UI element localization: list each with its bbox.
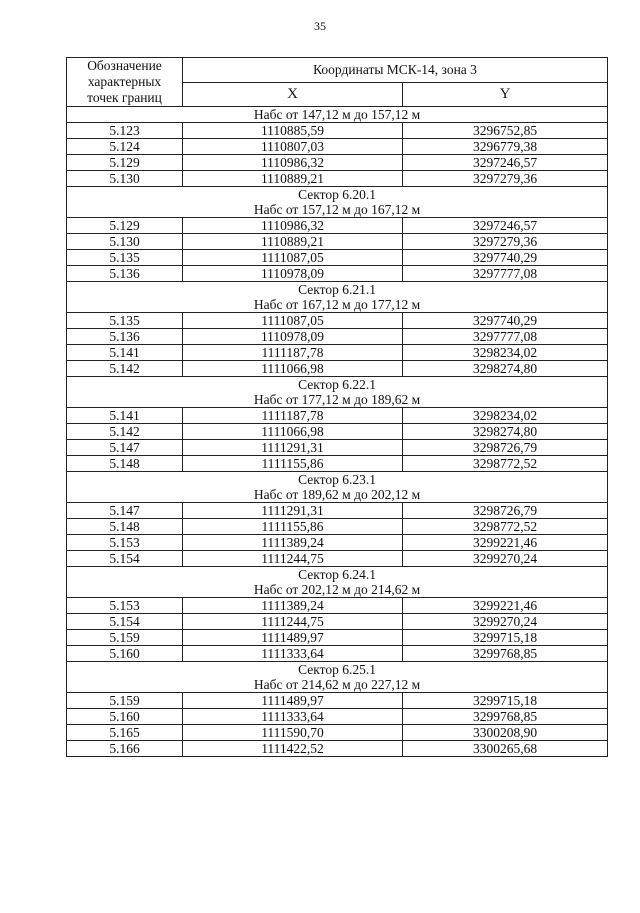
x-coordinate-cell: 1111291,31 bbox=[183, 440, 403, 456]
x-coordinate-cell: 1111066,98 bbox=[183, 361, 403, 377]
x-coordinate-cell: 1111187,78 bbox=[183, 408, 403, 424]
x-coordinate-cell: 1111590,70 bbox=[183, 725, 403, 741]
y-coordinate-cell: 3297279,36 bbox=[403, 171, 608, 187]
table-row bbox=[67, 535, 608, 551]
y-coordinate-cell: 3298234,02 bbox=[403, 345, 608, 361]
x-coordinate-cell: 1111066,98 bbox=[183, 424, 403, 440]
section-header-row bbox=[67, 107, 608, 123]
table-row bbox=[67, 741, 608, 757]
point-id-cell: 5.129 bbox=[67, 155, 183, 171]
coordinates-system-header: Координаты МСК-14, зона 3 bbox=[183, 58, 608, 83]
table-row bbox=[67, 345, 608, 361]
y-coordinate-cell: 3298274,80 bbox=[403, 424, 608, 440]
sector-title: Сектор 6.22.1 bbox=[298, 377, 376, 392]
y-coordinate-cell: 3299715,18 bbox=[403, 693, 608, 709]
table-row bbox=[67, 123, 608, 139]
point-id-cell: 5.130 bbox=[67, 234, 183, 250]
y-coordinate-cell: 3299768,85 bbox=[403, 709, 608, 725]
table-row bbox=[67, 646, 608, 662]
point-id-cell: 5.159 bbox=[67, 693, 183, 709]
y-coordinate-cell: 3299270,24 bbox=[403, 614, 608, 630]
x-coordinate-cell: 1111087,05 bbox=[183, 313, 403, 329]
x-coordinate-cell: 1111244,75 bbox=[183, 614, 403, 630]
section-header-row bbox=[67, 282, 608, 313]
table-body bbox=[67, 107, 608, 757]
y-coordinate-cell: 3299221,46 bbox=[403, 598, 608, 614]
table-row bbox=[67, 266, 608, 282]
x-coordinate-cell: 1111389,24 bbox=[183, 535, 403, 551]
section-header bbox=[67, 107, 608, 123]
point-id-cell: 5.159 bbox=[67, 630, 183, 646]
x-coordinate-cell: 1111489,97 bbox=[183, 693, 403, 709]
x-coordinate-cell: 1111422,52 bbox=[183, 741, 403, 757]
designation-header-line: характерных bbox=[87, 74, 162, 89]
table-row bbox=[67, 139, 608, 155]
x-coordinate-cell: 1111155,86 bbox=[183, 456, 403, 472]
table-row bbox=[67, 456, 608, 472]
y-coordinate-cell: 3297279,36 bbox=[403, 234, 608, 250]
point-id-cell: 5.148 bbox=[67, 456, 183, 472]
section-header bbox=[67, 282, 608, 313]
section-header-row bbox=[67, 187, 608, 218]
point-id-cell: 5.136 bbox=[67, 266, 183, 282]
height-range: Набс от 202,12 м до 214,62 м bbox=[253, 582, 421, 597]
point-id-cell: 5.136 bbox=[67, 329, 183, 345]
x-coordinate-cell: 1111489,97 bbox=[183, 630, 403, 646]
table-row bbox=[67, 551, 608, 567]
height-range: Набс от 177,12 м до 189,62 м bbox=[253, 392, 421, 407]
height-range: Набс от 214,62 м до 227,12 м bbox=[253, 677, 421, 692]
y-coordinate-cell: 3300265,68 bbox=[403, 741, 608, 757]
sector-title: Сектор 6.23.1 bbox=[298, 472, 376, 487]
point-id-cell: 5.130 bbox=[67, 171, 183, 187]
point-id-cell: 5.153 bbox=[67, 598, 183, 614]
point-id-cell: 5.141 bbox=[67, 408, 183, 424]
point-id-cell: 5.165 bbox=[67, 725, 183, 741]
table-row bbox=[67, 503, 608, 519]
table-row bbox=[67, 313, 608, 329]
y-coordinate-cell: 3296779,38 bbox=[403, 139, 608, 155]
designation-header bbox=[67, 58, 183, 107]
point-id-cell: 5.135 bbox=[67, 250, 183, 266]
y-coordinate-cell: 3297246,57 bbox=[403, 155, 608, 171]
section-header-row bbox=[67, 377, 608, 408]
y-coordinate-cell: 3297740,29 bbox=[403, 313, 608, 329]
point-id-cell: 5.141 bbox=[67, 345, 183, 361]
x-coordinate-cell: 1111244,75 bbox=[183, 551, 403, 567]
y-coordinate-cell: 3298772,52 bbox=[403, 519, 608, 535]
x-coordinate-cell: 1111389,24 bbox=[183, 598, 403, 614]
section-header-row bbox=[67, 662, 608, 693]
table-row bbox=[67, 234, 608, 250]
point-id-cell: 5.142 bbox=[67, 361, 183, 377]
table-row bbox=[67, 155, 608, 171]
table-row bbox=[67, 440, 608, 456]
height-range: Набс от 147,12 м до 157,12 м bbox=[253, 107, 421, 122]
table-row bbox=[67, 598, 608, 614]
table-row bbox=[67, 361, 608, 377]
table-row bbox=[67, 171, 608, 187]
point-id-cell: 5.129 bbox=[67, 218, 183, 234]
header-row bbox=[67, 58, 608, 83]
sector-title: Сектор 6.20.1 bbox=[298, 187, 376, 202]
x-coordinate-cell: 1111187,78 bbox=[183, 345, 403, 361]
section-header-row bbox=[67, 472, 608, 503]
point-id-cell: 5.123 bbox=[67, 123, 183, 139]
x-coordinate-cell: 1110978,09 bbox=[183, 266, 403, 282]
x-coordinate-cell: 1110986,32 bbox=[183, 155, 403, 171]
table-row bbox=[67, 693, 608, 709]
y-coordinate-cell: 3297777,08 bbox=[403, 266, 608, 282]
table-row bbox=[67, 709, 608, 725]
y-coordinate-cell: 3299270,24 bbox=[403, 551, 608, 567]
table-row bbox=[67, 329, 608, 345]
section-header bbox=[67, 472, 608, 503]
sector-title: Сектор 6.21.1 bbox=[298, 282, 376, 297]
page-number: 35 bbox=[314, 19, 326, 33]
x-coordinate-cell: 1111333,64 bbox=[183, 646, 403, 662]
y-coordinate-cell: 3298772,52 bbox=[403, 456, 608, 472]
designation-header-line: точек границ bbox=[87, 90, 162, 105]
y-coordinate-cell: 3299715,18 bbox=[403, 630, 608, 646]
point-id-cell: 5.154 bbox=[67, 614, 183, 630]
height-range: Набс от 189,62 м до 202,12 м bbox=[253, 487, 421, 502]
height-range: Набс от 157,12 м до 167,12 м bbox=[253, 202, 421, 217]
x-coordinate-cell: 1111087,05 bbox=[183, 250, 403, 266]
table-row bbox=[67, 725, 608, 741]
section-header bbox=[67, 567, 608, 598]
x-coordinate-cell: 1110885,59 bbox=[183, 123, 403, 139]
point-id-cell: 5.154 bbox=[67, 551, 183, 567]
x-coordinate-cell: 1110986,32 bbox=[183, 218, 403, 234]
y-coordinate-cell: 3297246,57 bbox=[403, 218, 608, 234]
x-coordinate-cell: 1110889,21 bbox=[183, 171, 403, 187]
y-coordinate-cell: 3298234,02 bbox=[403, 408, 608, 424]
x-column-header: X bbox=[183, 82, 403, 107]
point-id-cell: 5.166 bbox=[67, 741, 183, 757]
y-coordinate-cell: 3297777,08 bbox=[403, 329, 608, 345]
point-id-cell: 5.147 bbox=[67, 503, 183, 519]
sector-title: Сектор 6.24.1 bbox=[298, 567, 376, 582]
table-row bbox=[67, 614, 608, 630]
point-id-cell: 5.135 bbox=[67, 313, 183, 329]
designation-header-line: Обозначение bbox=[87, 58, 162, 73]
height-range: Набс от 167,12 м до 177,12 м bbox=[253, 297, 421, 312]
x-coordinate-cell: 1111155,86 bbox=[183, 519, 403, 535]
sector-title: Сектор 6.25.1 bbox=[298, 662, 376, 677]
point-id-cell: 5.160 bbox=[67, 646, 183, 662]
table-row bbox=[67, 519, 608, 535]
y-coordinate-cell: 3298726,79 bbox=[403, 440, 608, 456]
y-coordinate-cell: 3296752,85 bbox=[403, 123, 608, 139]
y-coordinate-cell: 3298726,79 bbox=[403, 503, 608, 519]
y-coordinate-cell: 3300208,90 bbox=[403, 725, 608, 741]
x-coordinate-cell: 1110807,03 bbox=[183, 139, 403, 155]
section-header bbox=[67, 662, 608, 693]
table-row bbox=[67, 424, 608, 440]
point-id-cell: 5.147 bbox=[67, 440, 183, 456]
y-coordinate-cell: 3299768,85 bbox=[403, 646, 608, 662]
point-id-cell: 5.148 bbox=[67, 519, 183, 535]
table-row bbox=[67, 218, 608, 234]
y-coordinate-cell: 3298274,80 bbox=[403, 361, 608, 377]
x-coordinate-cell: 1111333,64 bbox=[183, 709, 403, 725]
section-header bbox=[67, 187, 608, 218]
table-row bbox=[67, 630, 608, 646]
x-coordinate-cell: 1111291,31 bbox=[183, 503, 403, 519]
point-id-cell: 5.153 bbox=[67, 535, 183, 551]
table-row bbox=[67, 408, 608, 424]
point-id-cell: 5.124 bbox=[67, 139, 183, 155]
section-header bbox=[67, 377, 608, 408]
coordinates-table bbox=[66, 57, 608, 757]
y-coordinate-cell: 3299221,46 bbox=[403, 535, 608, 551]
x-coordinate-cell: 1110978,09 bbox=[183, 329, 403, 345]
y-column-header: Y bbox=[403, 82, 608, 107]
point-id-cell: 5.142 bbox=[67, 424, 183, 440]
section-header-row bbox=[67, 567, 608, 598]
y-coordinate-cell: 3297740,29 bbox=[403, 250, 608, 266]
point-id-cell: 5.160 bbox=[67, 709, 183, 725]
x-coordinate-cell: 1110889,21 bbox=[183, 234, 403, 250]
table-row bbox=[67, 250, 608, 266]
